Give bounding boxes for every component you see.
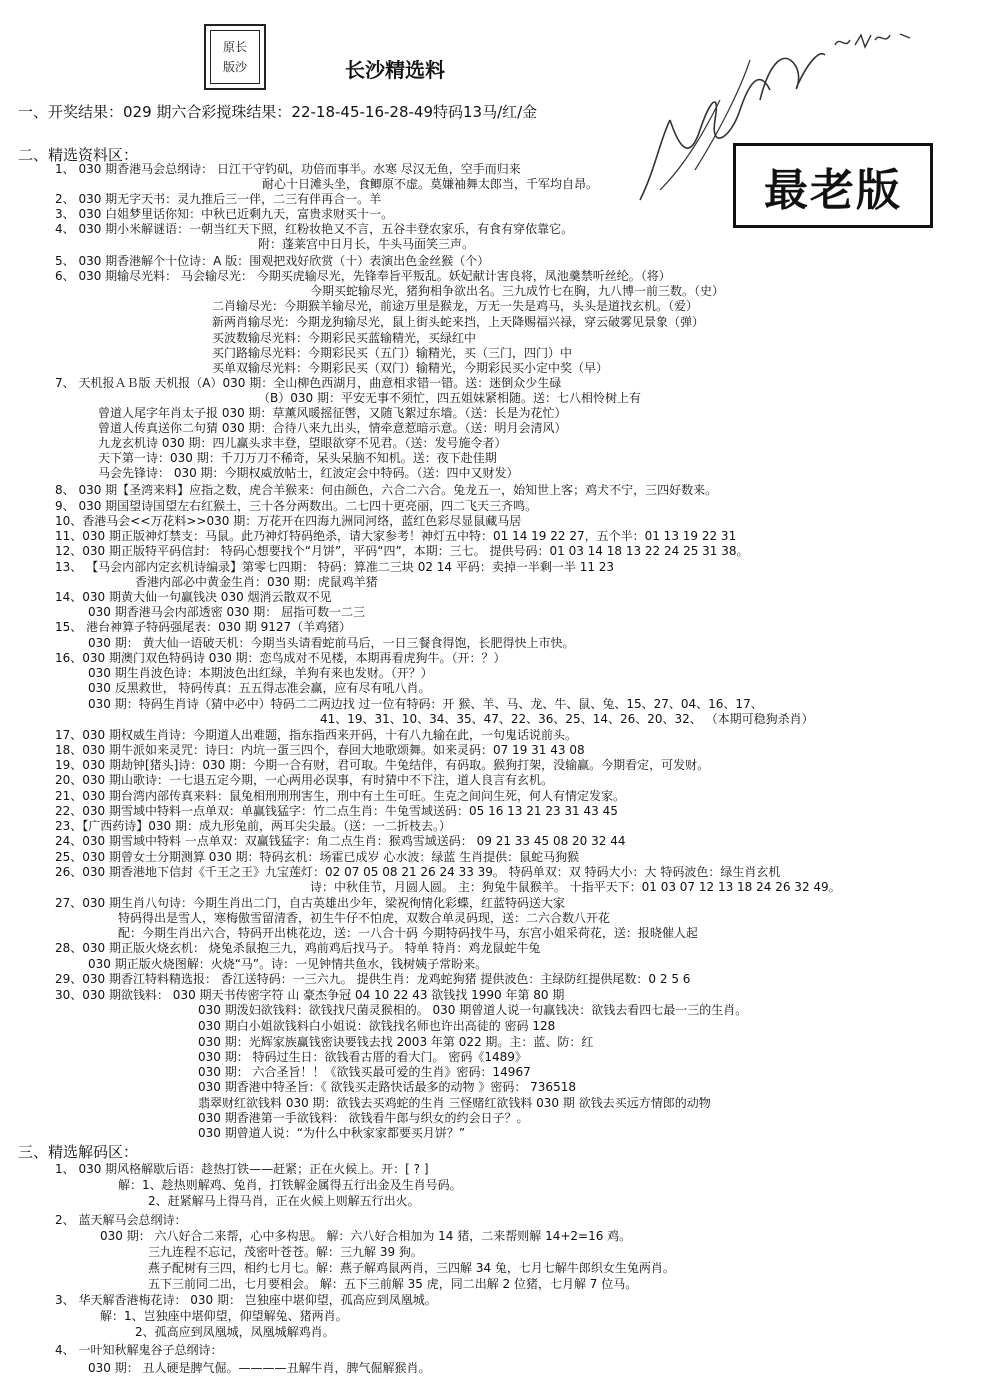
data-line: 030 期：特码生肖诗（猜中必中）特码二二两边找 过一位有特码：开 猴、羊、马、龙、牛、鼠、兔、15、27、04、16、17、 — [88, 697, 763, 711]
data-line: 买单双输尽光料：今期彩民买（双门）输精光，今期彩民买小定中奖（早） — [212, 361, 609, 375]
data-line: 18、030 期牛派如来灵咒：诗曰：内坑一蛋三四个，春回大地歌颂舞。如来灵码：07 19 31 43 08 — [55, 743, 585, 757]
data-line: 5、 030 期香港解个十位诗：A 版：围观把戏好欣赏（十）表演出色金丝猴（个） — [55, 254, 490, 268]
decode-line: 解：1、趁热则解鸡、兔肖，打铁解金属得五行出金及生肖号码。 — [118, 1178, 462, 1192]
data-line: 翡翠财红欲钱料 030 期：欲钱去买鸡蛇的生肖 三怪赌红欲钱料 030 期 欲钱去买远方情郎的动物 — [198, 1096, 711, 1110]
data-line: 曾道人传真送你二句猜 030 期：合待八来九出头，情牵意惹暗示意。（送：明月会清风） — [98, 421, 567, 435]
decode-line: 2、赶紧解马上得马肖，正在火候上则解五行出火。 — [148, 1194, 420, 1208]
data-line: 29、030 期香江特料精选报： 香江送特码：一三六九。 提供生肖：龙鸡蛇狗猪 提供波色：主绿防红提供尾数：0 2 5 6 — [55, 972, 691, 986]
data-line: 8、 030 期【圣湾来料】应指之数，虎合羊猴来：何由颜色，六合二六合。兔龙五一，始知世上客；鸡犬不宁，三四好数来。 — [55, 483, 718, 497]
data-line: 25、030 期曾女士分期测算 030 期：特码玄机：场霍已成岁 心水波：绿蓝 生肖提供：鼠蛇马狗猴 — [55, 850, 580, 864]
data-line: 28、030 期正版火烧玄机： 烧兔杀鼠抱三九，鸡前鸡后找马子。 特单 特肖：鸡龙鼠蛇牛兔 — [55, 941, 541, 955]
data-line: 030 期香港第一手欲钱料： 欲钱看牛郎与织女的约会日子？。 — [198, 1111, 529, 1125]
data-line: 13、 【马会内部内定玄机诗编录】第零七四期： 特码：算准二三块 02 14 平码：卖掉一半剩一半 11 23 — [55, 560, 615, 574]
decode-line: 030 期： 六八好合二来帮，心中多构思。 解：六八好合相加为 14 猪，二来帮则解 14+2=16 鸡。 — [100, 1229, 632, 1243]
data-line: 23、【广西药诗】030 期：成九形兔前，两耳尖尖最。（送：一二折枝去。） — [55, 819, 451, 833]
data-line: 新两肖输尽光：今期龙狗输尽光，鼠上街头蛇来挡，上天降赐福兴禄，穿云破雾见景象（弹） — [212, 315, 705, 329]
decode-line: 2、孤高应到凤凰城，凤凰城解鸡肖。 — [135, 1325, 335, 1339]
data-line: 030 期正版火烧图解：火烧“马”。诗：一见钟情共鱼水，钱树姨子常盼来。 — [88, 957, 488, 971]
data-line: 今期买蛇输尽光，猪狗相争欲出名。三九成竹七在胸，九八博一前三数。（史） — [310, 284, 725, 298]
logo-inner-frame — [210, 30, 260, 84]
decode-line: 1、 030 期风格解歇后语：趁热打铁——赶紧；正在火候上。开：[ ? ] — [55, 1162, 429, 1176]
data-line: 22、030 期雪域中特料一点单双：单赢钱猛字：竹二点生肖：牛兔雪域送码：05 16 13 21 23 31 43 45 — [55, 804, 618, 818]
data-line: 买门路输尽光料：今期彩民买（五门）输精光，买（三门，四门）中 — [212, 346, 573, 360]
data-line: 030 反黑救世， 特码传真：五五得志准会赢，应有尽有吼八肖。 — [88, 681, 431, 695]
data-line: 15、 港台神算子特码强尾表：030 期 9127（羊鸡猪） — [55, 620, 352, 634]
data-line: 10、香港马会<<万花料>>030 期：万花开在四海九洲同河络，蓝红色彩尽显鼠藏马居 — [55, 514, 522, 528]
data-line: 九龙玄机诗 030 期：四儿赢头求丰登，望眼欲穿不见君。（送：发号施令者） — [98, 436, 507, 450]
decode-line: 4、 一叶知秋解鬼谷子总纲诗： — [55, 1343, 223, 1357]
data-line: 配：今期生肖出六合，特码开出桃花边，送：一八合十码 今期特码找牛马，东宫小姐采荷花，送：报晓催人起 — [118, 926, 698, 940]
logo-line-2: 版沙 — [222, 60, 247, 74]
data-line: 19、030 期劫钟[猪头]诗：030 期：今期一合有财，君可取。牛兔结伴，有码取。猴狗打架，没输赢。今期看定，可发财。 — [55, 758, 710, 772]
data-line: （B）030 期：平安无事不须忙，四五姐妹紧相随。送：七八相怜树上有 — [258, 391, 641, 405]
data-line: 030 期曾道人说：“为什么中秋家家都要买月饼？” — [198, 1126, 466, 1140]
data-line: 030 期：光辉家族赢钱密诀要钱去找 2003 年第 022 期。主：蓝、防：红 — [198, 1035, 594, 1049]
data-line: 诗：中秋佳节，月圆人圆。 主：狗兔牛鼠猴羊。 十指平天下：01 03 07 12 13 18 24 26 32 49。 — [310, 880, 841, 894]
decode-line: 燕子配树有三四，相约七月七。解：燕子解鸡鼠两肖，三四解 34 兔，七月七解牛郎织女生兔两肖。 — [148, 1261, 675, 1275]
edition-badge: 最老版 — [733, 143, 933, 228]
data-line: 天下第一诗：030 期：千刀万刀不稀奇，呆头呆脑不知机。送：夜下赴佳期 — [98, 451, 497, 465]
data-line: 030 期泼妇欲钱料：欲钱找尺菌灵猴相的。 030 期曾道人说一句赢钱决：欲钱去看四七最一三的生肖。 — [198, 1003, 748, 1017]
decode-line: 解：1、岂独座中堪仰望，仰望解兔、猪两肖。 — [100, 1309, 348, 1323]
data-line: 马会先锋诗： 030 期：今期权威放帖士，红波定会中特码。（送：四中又财发） — [98, 466, 519, 480]
data-line: 14、030 期黄大仙一句赢钱决 030 烟消云散双不见 — [55, 590, 332, 604]
decode-line: 3、 华天解香港梅花诗： 030 期： 岂独座中堪仰望，孤高应到凤凰城。 — [55, 1293, 437, 1307]
logo-box — [204, 24, 266, 90]
decode-line: 030 期： 丑人硬是脾气倔。————丑解牛肖，脾气倔解猴肖。 — [88, 1361, 431, 1375]
data-line: 030 期香港马会内部透密 030 期： 屈指可数一二三 — [88, 605, 366, 619]
data-line: 二肖输尽光：今期猴羊输尽光，前途万里是猴龙，万无一失是鸡马，头头是道找玄机。（爱） — [212, 299, 699, 313]
data-line: 41、19、31、10、34、35、47、22、36、25、14、26、20、32、 （本期可稳狗杀肖） — [320, 712, 814, 726]
data-line: 030 期： 黄大仙一语破天机：今期当头请看蛇前马后，一日三餐食得饱，长肥得快上市快。 — [88, 636, 575, 650]
data-line: 曾道人尾字年肖太子报 030 期：草薰风暖摇征辔，又随飞絮过东墙。（送：长是为花忙） — [98, 406, 567, 420]
page-title: 长沙精选料 — [345, 58, 445, 82]
data-line: 030 期： 特码过生日：欲钱看古厝的看大门。 密码《1489》 — [198, 1050, 527, 1064]
data-line: 16、030 期澳门双色特码诗 030 期：恋鸟成对不见楼，本期再看虎狗牛。（开：？） — [55, 651, 506, 665]
data-line: 耐心十日滩头坐，食鲫原不虚。莫嫌袖舞太郎当，千军均自昂。 — [262, 177, 599, 191]
data-line: 6、 030 期输尽光料： 马会输尽光： 今期买虎输尽光，先锋奉旨平叛乱。妖妃献计害良将，凤池羹禁听丝纶。（将） — [55, 269, 671, 283]
data-line: 24、030 期雪域中特料 一点单双：双赢钱猛字：角二点生肖：猴鸡雪域送码： 09 21 33 45 08 20 32 44 — [55, 834, 626, 848]
data-line: 4、 030 期小米解谜语：一朝当红天下照，红粉妆艳又不言，五谷丰登农家乐，有食有穿依靠它。 — [55, 222, 574, 236]
data-line: 2、 030 期无字天书：灵九推后三一伴，二三有伴再合一。羊 — [55, 192, 382, 206]
decode-line: 五下三前同二出，七月要相会。 解：五下三前解 35 虎，同二出解 2 位猪，七月解 7 位马。 — [148, 1277, 638, 1291]
data-line: 21、030 期台湾内部传真来料：鼠兔相刑刑刑害生，刑中有土生可旺。生克之间问生死，何人有情定发家。 — [55, 789, 625, 803]
data-line: 30、030 期欲钱料： 030 期天书传密字符 山 豪杰争冠 04 10 22 43 欲钱找 1990 年第 80 期 — [55, 988, 565, 1002]
data-line: 7、 天机报ＡＢ版 天机报（A）030 期：全山柳色西湖月，曲意相求错一错。送：迷倒众少生碌 — [55, 376, 562, 390]
data-line: 20、030 期山歌诗：一七退五定今期，一心两用必误事，有时猜中不下注，道人良言有玄机。 — [55, 773, 553, 787]
data-line: 11、030 期正版神灯禁支：马鼠。此乃神灯特码绝杀，请大家参考！神灯五中特：01 14 19 22 27，五个半：01 13 19 22 31 — [55, 529, 737, 543]
logo-line-1: 原长 — [222, 40, 247, 54]
selected-data-heading: 二、精选资料区： — [18, 146, 139, 164]
data-line: 26、030 期香港地下信封《千王之王》九宝莲灯：02 07 05 08 21 26 24 33 39。 特码单双：双 特码大小：大 特码波色：绿生肖玄机 — [55, 865, 781, 879]
data-line: 买波数输尽光料：今期彩民买蓝输精光，买绿红中 — [212, 331, 477, 345]
data-line: 030 期白小姐欲钱料白小姐说：欲钱找名师也许出高徒的 密码 128 — [198, 1019, 556, 1033]
data-line: 特码得出是雪人，寒梅傲雪留清香，初生牛仔不怕虎，双数合单灵码现，送：二六合数八开花 — [118, 911, 611, 925]
data-line: 附：蓬莱宫中日月长，牛头马面笑三声。 — [258, 237, 475, 251]
data-line: 030 期： 六合圣旨！！《欲钱买最可爱的生肖》密码：14967 — [198, 1065, 531, 1079]
data-line: 1、 030 期香港马会总纲诗： 日江干守钓矶，功倍而事半。水寒 尽汉无鱼，空手而归来 — [55, 162, 521, 176]
decode-line: 2、 蓝天解马会总纲诗： — [55, 1213, 187, 1227]
decode-section-heading: 三、精选解码区： — [18, 1143, 139, 1161]
data-line: 030 期生肖波色诗：本期波色出红绿，羊狗有来也发财。（开？） — [88, 666, 433, 680]
data-line: 27、030 期生肖八句诗：今期生肖出二门，自古英雄出少年，梁祝徇情化彩蝶，红蓝特码送大家 — [55, 896, 565, 910]
data-line: 香港内部必中黄金生肖：030 期：虎鼠鸡羊猪 — [135, 575, 378, 589]
data-line: 3、 030 白姐梦里话你知：中秋已近剩九天，富贵求财买十一。 — [55, 207, 394, 221]
data-line: 12、030 期正版特平码信封： 特码心想要找个“月饼”，平码“四”，本期：三七。 提供号码：01 03 14 18 13 22 24 25 31 38。 — [55, 544, 749, 558]
data-line: 17、030 期权威生肖诗：今期道人出难题，指东指西来开码，十有八九输在此，一句鬼话说前头。 — [55, 728, 577, 742]
data-line: 9、 030 期国望诗国望左右红猴土，三十各分两数出。二七四十更亮丽，四二飞天三齐鸣。 — [55, 499, 538, 513]
data-line: 030 期香港中特圣旨：《 欲钱买走路快话最多的动物 》密码： 736518 — [198, 1080, 576, 1094]
decode-line: 三九连程不忘记，茂密叶苍苍。解：三九解 39 狗。 — [148, 1245, 423, 1259]
draw-result-heading: 一、开奖结果：029 期六合彩搅珠结果：22-18-45-16-28-49特码13马/红/金 — [18, 103, 538, 121]
